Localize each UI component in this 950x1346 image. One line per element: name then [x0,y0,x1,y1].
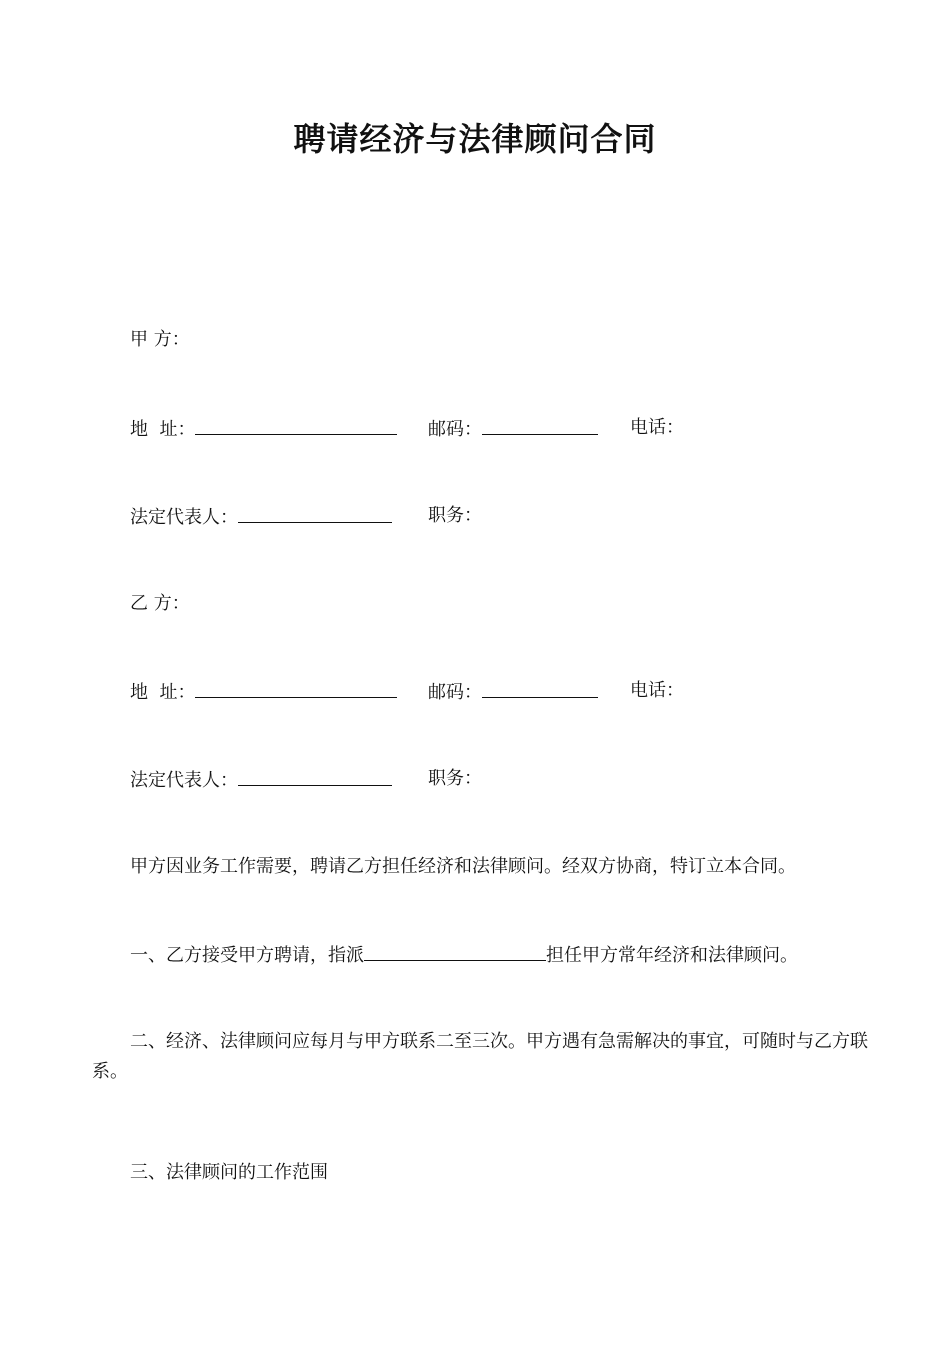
party-b-position-label: 职务： [428,768,482,789]
party-a-address-row [130,416,397,442]
party-a-postcode-blank[interactable] [482,416,598,435]
party-a-address-label: 地 址： [130,419,196,440]
party-b-label: 乙 方： [130,593,190,614]
party-b-rep-blank[interactable] [238,767,392,786]
party-a-position-label: 职务： [428,505,482,526]
clause-1-after: 担任甲方常年经济和法律顾问。 [546,945,798,966]
party-b-address-row [130,679,397,705]
clause-2: 二、经济、法律顾问应每月与甲方联系二至三次。甲方遇有急需解决的事宜，可随时与乙方联系。 [92,1031,868,1082]
party-b-postcode-label: 邮码： [428,682,482,703]
party-a-postcode-row [428,416,598,442]
party-b-postcode-blank[interactable] [482,679,598,698]
party-b-rep-row [130,767,392,793]
intro-paragraph: 甲方因业务工作需要，聘请乙方担任经济和法律顾问。经双方协商，特订立本合同。 [130,856,796,877]
party-a-address-blank[interactable] [195,416,397,435]
party-a-label: 甲 方： [130,329,190,350]
party-a-postcode-label: 邮码： [428,419,482,440]
party-b-postcode-row [428,679,598,705]
clause-1-before: 一、乙方接受甲方聘请，指派 [130,945,364,966]
party-b-rep-label: 法定代表人： [130,770,238,791]
clause-1-assignee-blank[interactable] [364,942,546,961]
party-b-address-blank[interactable] [195,679,397,698]
party-a-rep-row [130,504,392,530]
party-a-phone-label: 电话： [630,417,684,438]
party-a-rep-label: 法定代表人： [130,507,238,528]
clause-3: 三、法律顾问的工作范围 [130,1162,328,1183]
party-b-phone-label: 电话： [630,680,684,701]
clause-1 [130,942,798,968]
party-a-rep-blank[interactable] [238,504,392,523]
document-title: 聘请经济与法律顾问合同 [293,120,657,158]
party-b-address-label: 地 址： [130,682,196,703]
